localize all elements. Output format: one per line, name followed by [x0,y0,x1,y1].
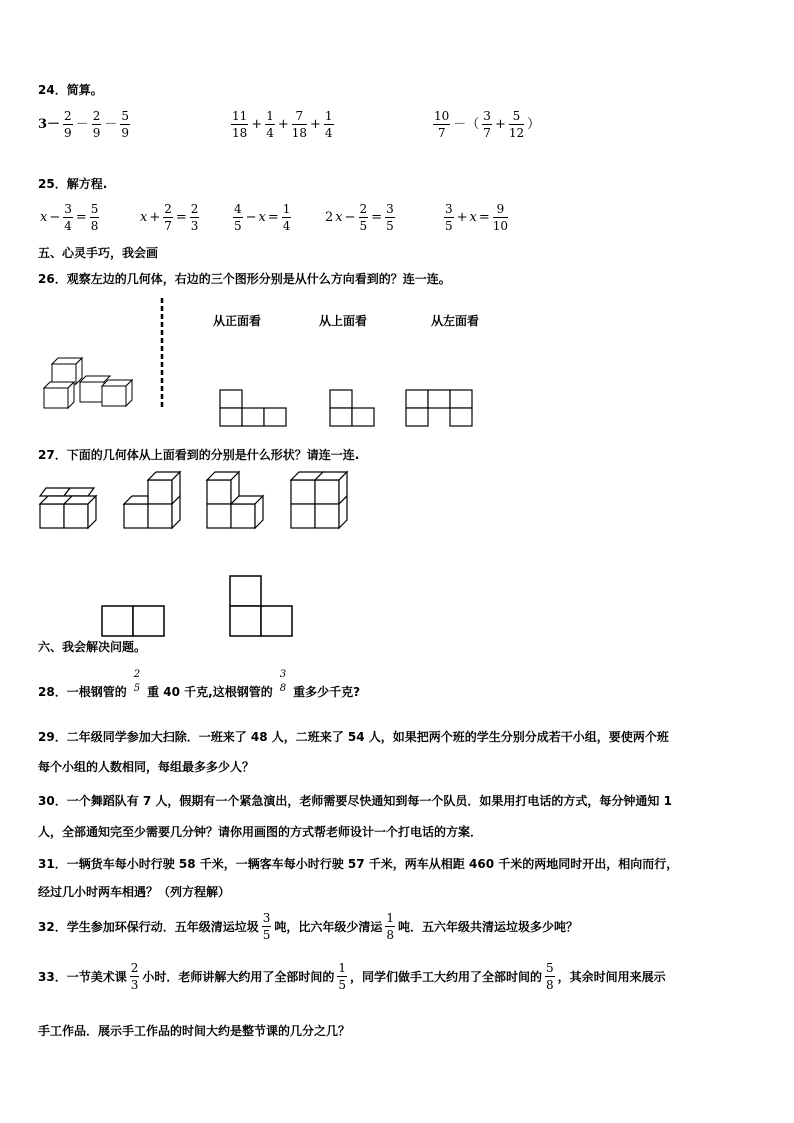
minus-paren: －（ [453,117,480,132]
q33-text-a: 小时．老师讲解大约用了全部时间的 [142,969,335,984]
plus-sign: + [456,210,468,225]
plus-sign: + [277,117,289,132]
fraction: $\frac{1}{4}$ [266,109,274,140]
fraction: 2 5 [133,669,141,694]
fraction: $\frac{5}{8}$ [546,961,554,992]
q25-eq-2 [140,203,200,232]
fraction: $\frac{2}{7}$ [164,202,172,233]
q29-line-2: 每个小组的人数相同，每组最多多少人？ [38,760,255,774]
q24-label: 24．简算。 [38,83,103,97]
view-label-left: 从左面看 [431,314,480,328]
minus-sign: − [344,210,356,225]
fraction: $\frac{9}{10}$ [492,202,509,233]
equals-sign: = [267,210,279,225]
q30-line-1: 30．一个舞蹈队有 7 人，假期有一个紧急演出，老师需要尽快通知到每一个队员．如果用打电话的方式，每分钟通知 1 [38,794,672,808]
fraction: $\frac{2}{5}$ [359,202,368,233]
q27-top-view-2 [228,574,296,638]
fraction: $\frac{3}{5}$ [445,202,453,233]
coefficient: 2 [325,210,334,225]
variable-x: x [140,210,148,225]
equals-sign: = [175,210,187,225]
fraction: $\frac{4}{5}$ [234,202,242,233]
q33 [38,962,666,991]
q26-solid-figure [40,350,145,415]
q27-solid-3 [203,468,269,532]
minus-sign: − [245,210,257,225]
view-label-top: 从上面看 [319,314,368,328]
section-6-heading: 六、我会解决问题。 [38,640,147,654]
q24-expr-1 [38,110,131,139]
q25-label: 25．解方程. [38,177,108,191]
fraction: $\frac{10}{7}$ [434,109,450,140]
q33-text-c: ，其余时间用来展示 [557,969,666,984]
q31-line-2: 经过几小时两车相遇？（列方程解） [38,885,231,899]
variable-x: x [258,210,266,225]
plus-sign: + [251,117,263,132]
q31-line-1: 31．一辆货车每小时行驶 58 千米，一辆客车每小时行驶 57 千米，两车从相距 460 千米的两地同时开出，相向而行， [38,857,679,871]
q25-eq-3 [232,203,292,232]
fraction: $\frac{1}{4}$ [324,109,333,140]
plus-sign: + [494,117,506,132]
variable-x: x [469,210,477,225]
fraction: $\frac{5}{12}$ [508,109,525,140]
fraction: $\frac{1}{8}$ [386,911,394,942]
equals-sign: = [478,210,490,225]
q32 [38,912,578,941]
equals-sign: = [75,210,87,225]
q28-text-pre: 28．一根钢管的 [38,685,127,699]
minus-sign: － [104,117,118,132]
q32-text-mid: 吨，比六年级少清运 [274,919,383,934]
q27-solid-2 [120,468,186,532]
q28 [38,669,361,699]
q24-expr-2 [230,110,335,139]
q27-label: 27．下面的几何体从上面看到的分别是什么形状？请连一连. [38,448,360,462]
close-paren: ） [527,117,541,132]
plus-sign: + [310,117,321,132]
fraction: $\frac{3}{5}$ [386,202,394,233]
q32-text-post: 吨．五六年级共清运垃圾多少吨？ [398,919,579,934]
dashed-divider [160,298,164,410]
q25-eq-1 [40,203,100,232]
fraction: $\frac{2}{3}$ [190,202,199,233]
fraction: $\frac{2}{9}$ [92,109,101,140]
view-shape-2 [329,389,379,429]
view-label-front: 从正面看 [213,314,262,328]
q33-line-2: 手工作品．展示手工作品的时间大约是整节课的几分之几？ [38,1024,351,1038]
fraction: $\frac{5}{9}$ [121,109,129,140]
fraction: $\frac{11}{18}$ [232,109,248,140]
fraction: $\frac{5}{8}$ [90,202,99,233]
fraction: $\frac{1}{4}$ [282,202,291,233]
q26-label: 26．观察左边的几何体，右边的三个图形分别是从什么方向看到的？连一连。 [38,272,451,286]
q24-expr-3 [432,110,540,139]
q27-solid-1 [36,484,102,532]
minus-sign: − [49,210,61,225]
q27-solid-4 [287,468,353,532]
view-shape-3 [405,389,475,429]
fraction: 3 8 [279,669,287,694]
plus-sign: + [149,210,161,225]
q29-line-1: 29．二年级同学参加大扫除．一班来了 48 人，二班来了 54 人，如果把两个班的学生分别分成若干小组，要使两个班 [38,730,669,744]
fraction: $\frac{3}{5}$ [262,911,271,942]
fraction: $\frac{3}{4}$ [64,202,72,233]
q32-text-pre: 32．学生参加环保行动．五年级清运垃圾 [38,919,259,934]
equals-sign: = [371,210,383,225]
fraction: $\frac{2}{9}$ [64,109,72,140]
q30-line-2: 人，全部通知完至少需要几分钟？请你用画图的方式帮老师设计一个打电话的方案． [38,825,483,839]
q33-text-b: ，同学们做手工大约用了全部时间的 [350,969,543,984]
variable-x: x [40,210,48,225]
variable-x: x [335,210,343,225]
section-5-heading: 五、心灵手巧，我会画 [38,246,159,260]
q27-top-view-1 [100,604,168,638]
q24-e1-lead: 3－ [38,117,61,132]
q28-text-mid: 重 40 千克,这根钢管的 [147,685,273,699]
q33-text-pre: 33．一节美术课 [38,969,127,984]
fraction: $\frac{7}{18}$ [291,109,308,140]
fraction: $\frac{1}{5}$ [338,961,346,992]
minus-sign: － [75,117,89,132]
q25-eq-5 [443,203,509,232]
q25-eq-4 [325,203,396,232]
fraction: $\frac{3}{7}$ [483,109,491,140]
fraction: $\frac{2}{3}$ [130,961,139,992]
q28-text-post: 重多少千克? [293,685,361,699]
view-shape-1 [219,389,289,429]
